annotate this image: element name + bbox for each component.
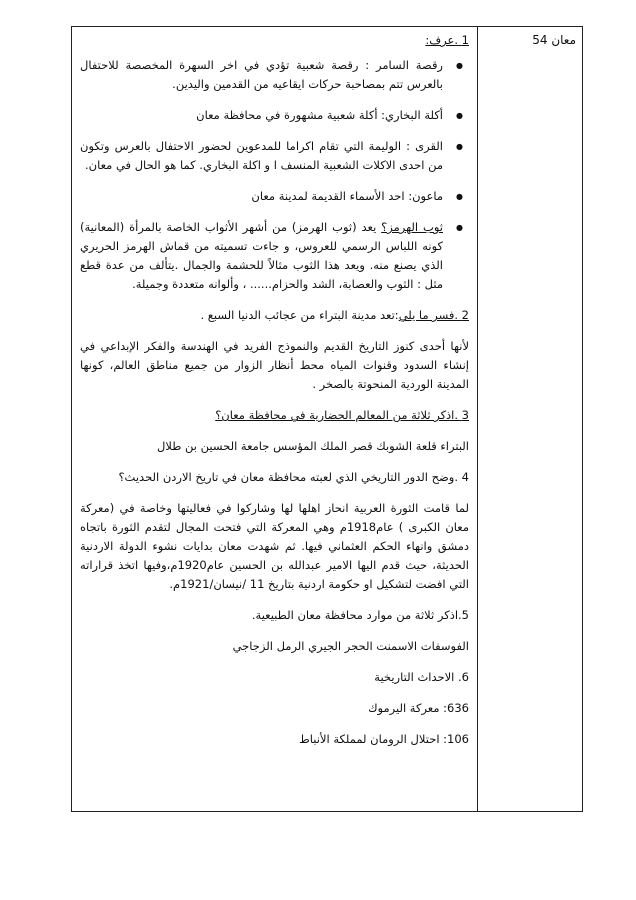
list-item	[80, 137, 443, 175]
question-4-answer: لما قامت الثورة العربية انحاز اهلها لها وشاركوا في فعاليتها وخاصة في (معركة معان الكبرى ) عام1918م وهي المعركة التي فتحت المجال لتقدم الثورة باتجاه دمشق وانهاء الحكم العثماني فيها. ثم شهدت معان بدايات نشوء الدولة الاردنية الحديثة، حيث قدم اليها الامير عبدالله بن الحسين عام1920م،وفيها اتخذ قراراته التي افضت لتشكيل او حكومة اردنية بتاريخ 11 /نيسان/1921م.	[80, 501, 470, 591]
question-3-heading	[80, 406, 469, 425]
main-column	[72, 27, 477, 811]
question-1-label: 1 .عرف:	[425, 33, 469, 47]
definition-samer: رقصة السامر : رقصة شعبية تؤدي في اخر السهرة المخصصة للاحتفال بالعرس تتم بمصاحبة حركات ايقاعيه من القدمين واليدين.	[80, 58, 443, 91]
question-6-heading: 6. الاحداث التاريخية	[374, 670, 469, 684]
definition-hurmuz-term: ثوب الهرمز؟	[381, 220, 443, 234]
question-5-heading: 5.اذكر ثلاثة من موارد محافظة معان الطبيعية.	[251, 608, 469, 622]
question-2-answer: لأنها أحدى كنوز التاريخ القديم والنموذج الفريد في الهندسة والفكر الإبداعي في إنشاء السدود وقنوات المياه محط أنظار الزوار من جميع مناطق العالم، كونها المدينة الوردية المنحوتة بالصخر .	[80, 339, 469, 391]
question-2-heading	[80, 306, 469, 325]
side-column	[477, 27, 582, 811]
list-item	[80, 56, 443, 94]
list-item	[80, 218, 443, 294]
definition-hurmuz: يعد (ثوب الهرمز) من أشهر الأثواب الخاصة بالمرأة (المعانية) كونه اللباس الرسمي للعروس، و جاءت تسميته من قماش الهرمز الحريري الذي يصنع منه. ويعد هذا الثوب مثالاً للحشمة والجمال .يتألف من عدة قطع مثل : الثوب والعصابة، الشد والحزام...... ، وألوانه متعددة وجميلة.	[80, 220, 443, 291]
definition-maoun: ماعون: احد الأسماء القديمة لمدينة معان	[251, 189, 443, 203]
definitions-list	[80, 56, 469, 294]
event-yarmouk: 636: معركة اليرموك	[368, 701, 469, 715]
unit-label: معان 54	[532, 33, 576, 47]
question-2-text: :تعد مدينة البتراء من عجائب الدنيا السبع .	[200, 308, 399, 322]
question-5-answer: الفوسفات الاسمنت الحجر الجيري الرمل الزجاجي	[232, 639, 469, 653]
question-2-label: 2 .فسر ما يلي	[398, 308, 469, 322]
list-item	[80, 187, 443, 206]
question-4-heading: 4 .وضح الدور التاريخي الذي لعبته محافظة معان في تاريخ الاردن الحديث؟	[118, 470, 469, 484]
question-3-label: 3 .اذكر ثلاثة من المعالم الحضارية في محافظة معان؟	[215, 408, 469, 422]
definition-bukhari: أكلة البخاري: أكلة شعبية مشهورة في محافظة معان	[196, 108, 443, 122]
question-3-answer: البتراء قلعة الشوبك قصر الملك المؤسس جامعة الحسين بن طلال	[157, 439, 469, 453]
list-item	[80, 106, 443, 125]
worksheet-table	[71, 26, 583, 812]
question-1-heading	[80, 31, 469, 50]
event-roman-occupation: 106: احتلال الرومان لمملكة الأنباط	[299, 732, 469, 746]
definition-qura: القرى : الوليمة التي تقام اكراما للمدعوين لحضور الاحتفال بالعرس وتكون من احدى الاكلات الشعبية المنسف ا و اكلة البخاري. كما هو الحال في معان.	[80, 139, 443, 172]
